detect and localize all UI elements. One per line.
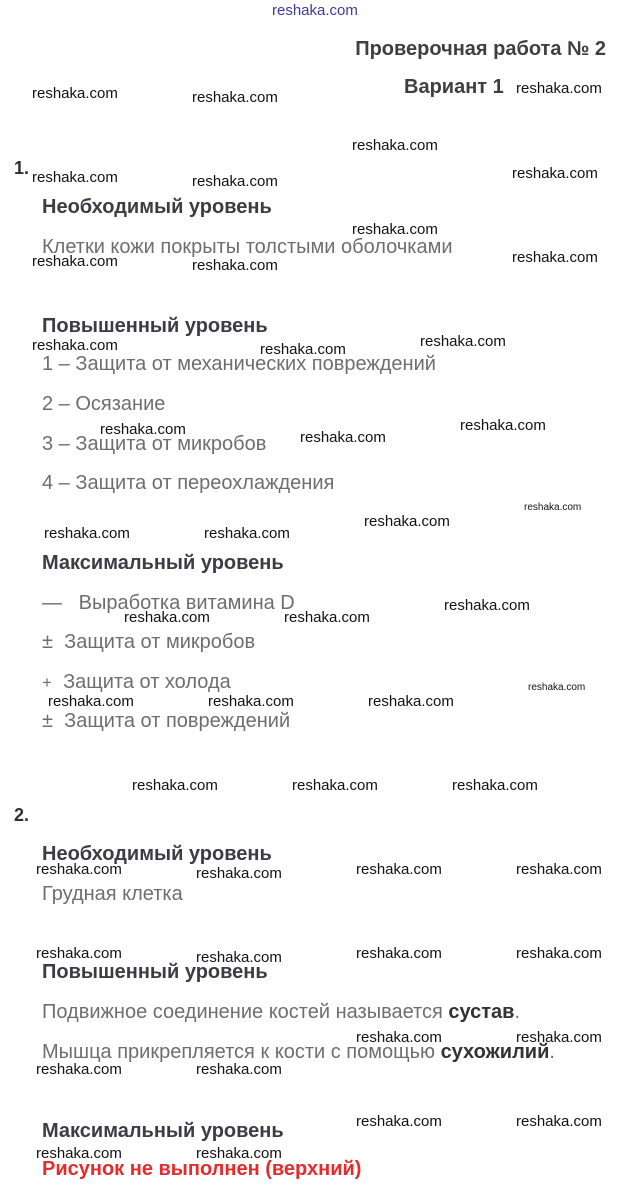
watermark: reshaka.com <box>196 865 282 882</box>
watermark: reshaka.com <box>444 597 530 614</box>
mark-symbol: — <box>42 592 62 614</box>
variant-label: Вариант 1 <box>404 76 504 98</box>
watermark: reshaka.com <box>100 421 186 438</box>
watermark: reshaka.com <box>516 80 602 97</box>
watermark: reshaka.com <box>292 777 378 794</box>
mark-symbol: ± <box>42 710 53 732</box>
task-1-max-item <box>42 710 290 733</box>
task-2-number: 2. <box>14 805 30 825</box>
watermark: reshaka.com <box>32 337 118 354</box>
page-title: Проверочная работа № 2 <box>355 38 606 60</box>
mark-symbol: ± <box>42 631 53 653</box>
watermark: reshaka.com <box>44 525 130 542</box>
sentence-end: . <box>549 1041 555 1063</box>
mark-symbol: + <box>42 673 52 692</box>
task-1-max-item <box>42 631 255 654</box>
watermark: reshaka.com <box>356 1113 442 1130</box>
task-2-basic-level-heading: Необходимый уровень <box>42 843 272 865</box>
watermark: reshaka.com <box>132 777 218 794</box>
task-1-number: 1. <box>14 158 30 178</box>
watermark: reshaka.com <box>48 693 134 710</box>
watermark: reshaka.com <box>204 525 290 542</box>
task-1-advanced-item: 4 – Защита от переохлаждения <box>42 472 335 494</box>
task-2-max-note: Рисунок не выполнен (верхний) <box>42 1158 362 1180</box>
watermark: reshaka.com <box>516 945 602 962</box>
watermark: reshaka.com <box>356 945 442 962</box>
watermark: reshaka.com <box>452 777 538 794</box>
watermark: reshaka.com <box>524 502 582 513</box>
watermark: reshaka.com <box>512 165 598 182</box>
watermark: reshaka.com <box>420 333 506 350</box>
watermark: reshaka.com <box>192 89 278 106</box>
watermark: reshaka.com <box>192 257 278 274</box>
watermark: reshaka.com <box>32 253 118 270</box>
watermark: reshaka.com <box>460 417 546 434</box>
sentence-end: . <box>514 1001 521 1023</box>
max-item-text: Защита от холода <box>63 671 231 693</box>
task-1-max-item <box>42 671 231 694</box>
task-1-basic-answer: Клетки кожи покрыты толстыми оболочками <box>42 236 453 258</box>
max-item-text: Выработка витамина D <box>78 592 295 614</box>
max-item-text: Защита от повреждений <box>64 710 291 732</box>
watermark: reshaka.com <box>196 949 282 966</box>
sentence-text: Мышца прикрепляется к кости с помощью <box>42 1041 441 1063</box>
answer-term: сухожилий <box>440 1041 550 1063</box>
watermark: reshaka.com <box>124 609 210 626</box>
answer-term: сустав <box>448 1001 515 1023</box>
watermark: reshaka.com <box>36 861 122 878</box>
watermark: reshaka.com <box>516 1029 602 1046</box>
task-1-advanced-item: 3 – Защита от микробов <box>42 433 267 455</box>
watermark: reshaka.com <box>36 945 122 962</box>
watermark: reshaka.com <box>196 1061 282 1078</box>
site-watermark-top: reshaka.com <box>272 2 358 19</box>
watermark: reshaka.com <box>208 693 294 710</box>
task-1-advanced-item: 2 – Осязание <box>42 393 166 415</box>
watermark: reshaka.com <box>300 429 386 446</box>
task-1-advanced-item: 1 – Защита от механических повреждений <box>42 353 436 375</box>
task-1-advanced-level-heading: Повышенный уровень <box>42 315 268 337</box>
watermark: reshaka.com <box>356 1029 442 1046</box>
watermark: reshaka.com <box>196 1145 282 1162</box>
watermark: reshaka.com <box>284 609 370 626</box>
watermark: reshaka.com <box>356 861 442 878</box>
task-1-max-level-heading: Максимальный уровень <box>42 552 284 574</box>
watermark: reshaka.com <box>32 169 118 186</box>
task-2-advanced-level-heading: Повышенный уровень <box>42 961 268 983</box>
task-2-sentence-1 <box>42 1001 520 1024</box>
watermark: reshaka.com <box>192 173 278 190</box>
task-1-basic-level-heading: Необходимый уровень <box>42 196 272 218</box>
task-2-max-level-heading: Максимальный уровень <box>42 1120 284 1142</box>
watermark: reshaka.com <box>368 693 454 710</box>
watermark: reshaka.com <box>352 221 438 238</box>
max-item-text: Защита от микробов <box>64 631 256 653</box>
watermark: reshaka.com <box>516 1113 602 1130</box>
watermark: reshaka.com <box>36 1061 122 1078</box>
watermark: reshaka.com <box>32 85 118 102</box>
watermark: reshaka.com <box>364 513 450 530</box>
watermark: reshaka.com <box>516 861 602 878</box>
watermark: reshaka.com <box>352 137 438 154</box>
watermark: reshaka.com <box>512 249 598 266</box>
sentence-text: Подвижное соединение костей называется <box>42 1001 449 1023</box>
watermark: reshaka.com <box>528 682 586 693</box>
task-2-basic-answer: Грудная клетка <box>42 883 183 905</box>
watermark: reshaka.com <box>36 1145 122 1162</box>
watermark: reshaka.com <box>260 341 346 358</box>
